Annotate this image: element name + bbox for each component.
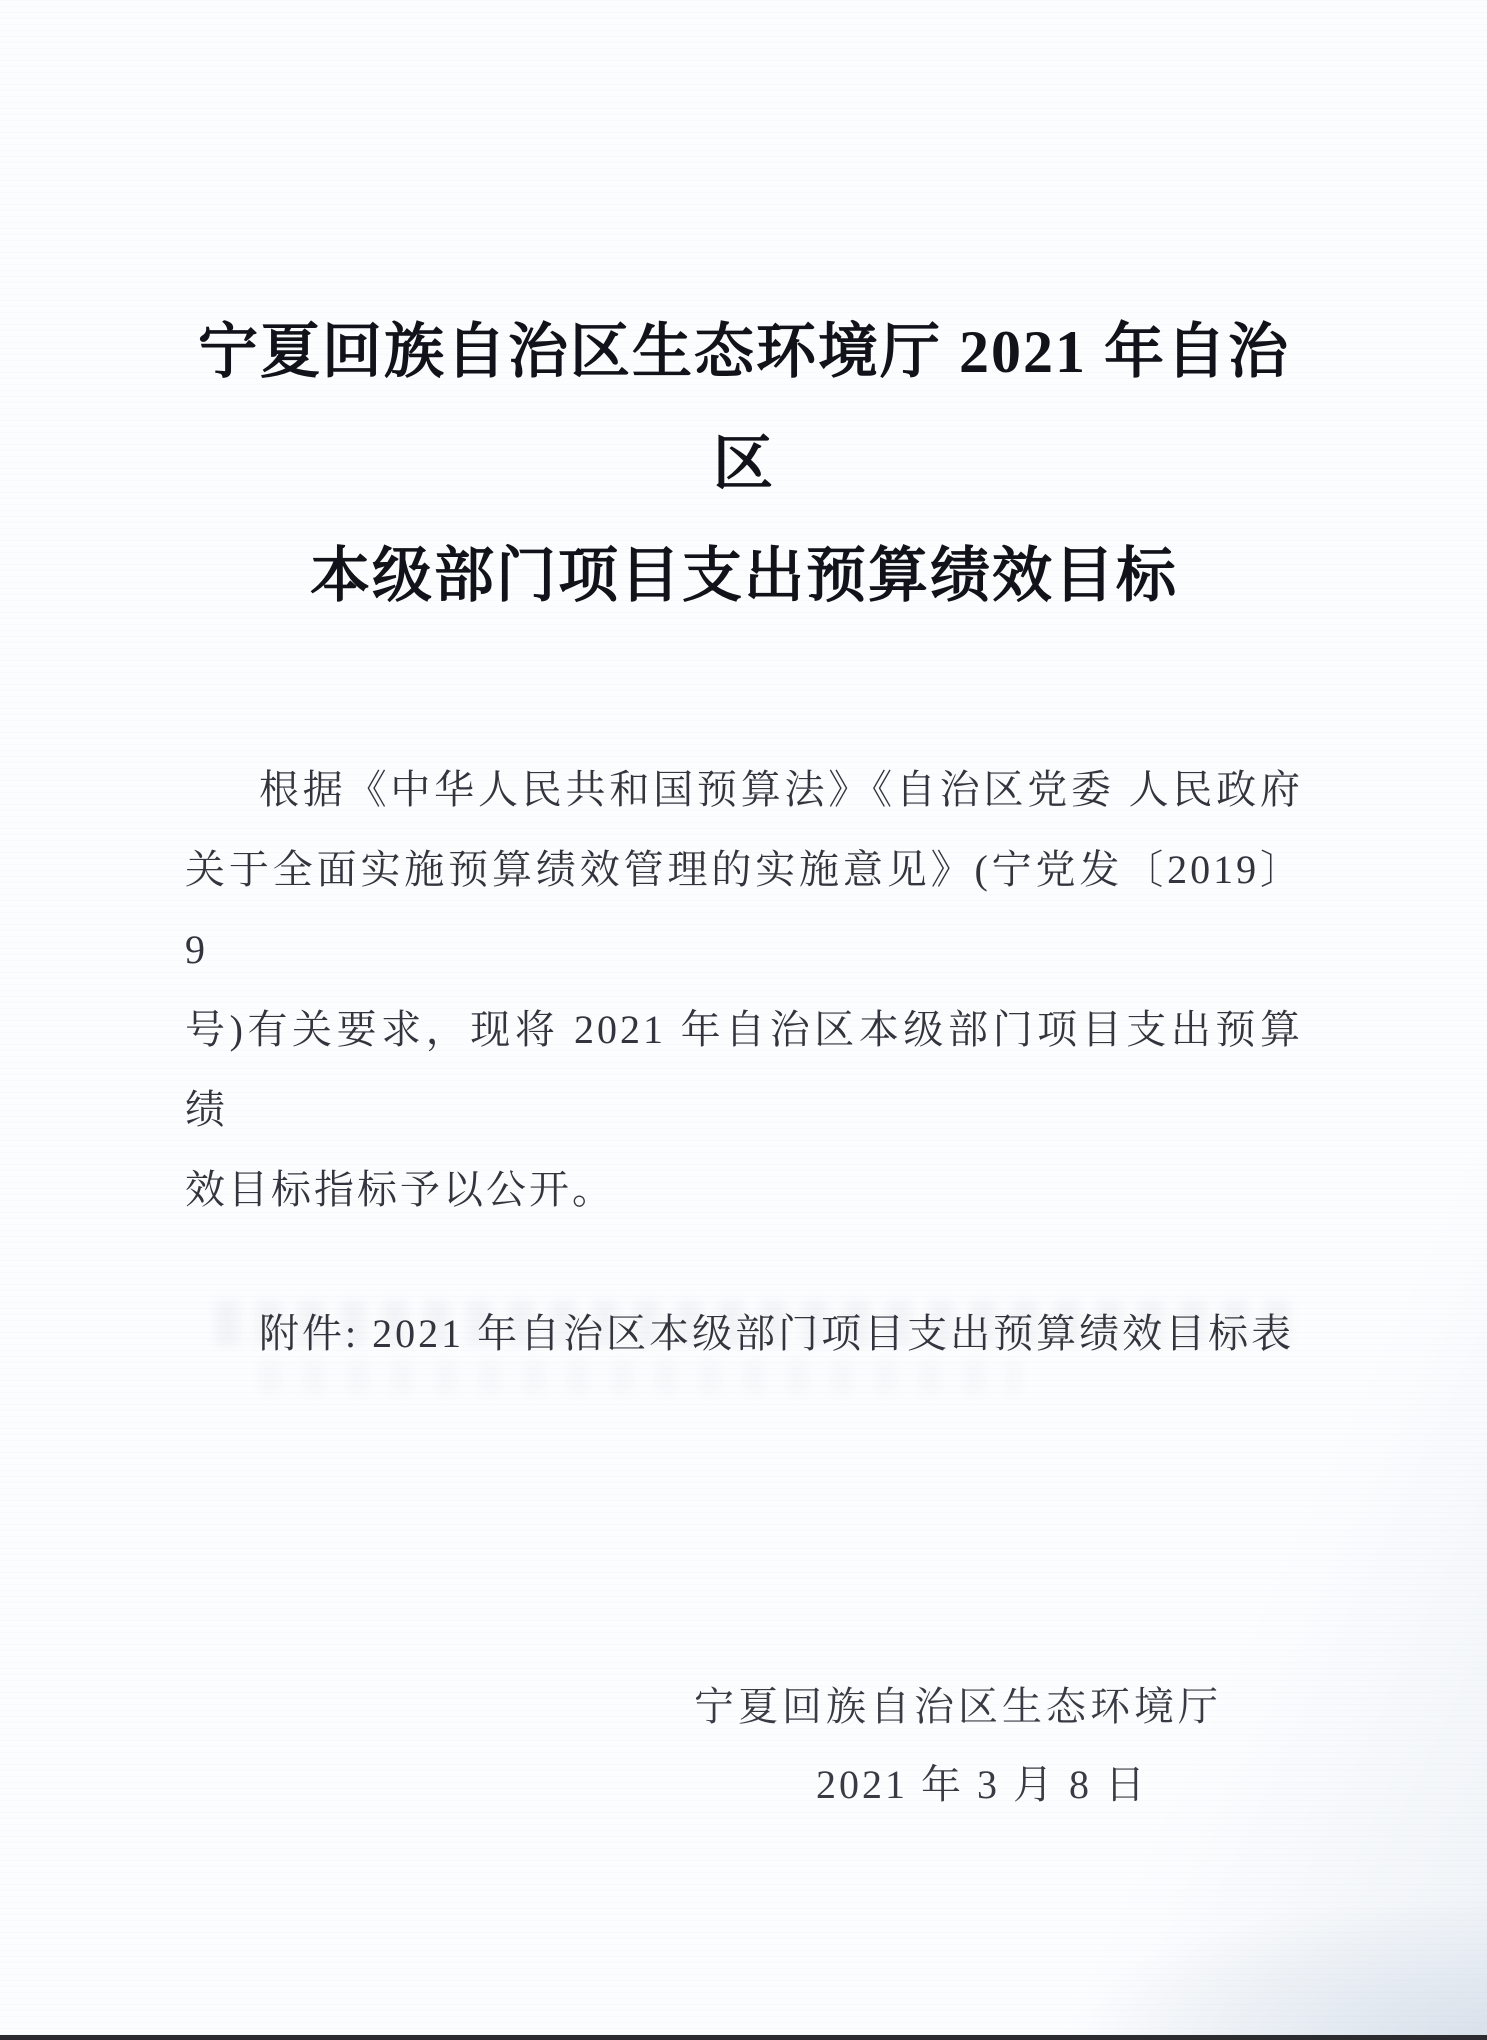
signature-block [185,1676,1303,1816]
signature-name: 宁夏回族自治区生态环境厅 [694,1684,1222,1729]
scanner-edge-line [0,2035,1487,2040]
body-paragraph [185,750,1303,1230]
paragraph-line: 效目标指标予以公开。 [185,1167,615,1212]
paragraph-line: 号)有关要求，现将 2021 年自治区本级部门项目支出预算绩 [185,1007,1303,1132]
title-line-2: 本级部门项目支出预算绩效目标 [310,543,1178,609]
title-line-1: 宁夏回族自治区生态环境厅 2021 年自治区 [198,319,1290,497]
signature-date: 2021 年 3 月 8 日 [816,1762,1148,1807]
attachment-line: 附件: 2021 年自治区本级部门项目支出预算绩效目标表 [259,1311,1295,1356]
paragraph-line: 关于全面实施预算绩效管理的实施意见》(宁党发〔2019〕9 [185,847,1303,972]
paragraph-line: 根据《中华人民共和国预算法》《自治区党委 人民政府 [259,767,1303,812]
scanner-corner-shade [1067,1895,1487,2035]
document-title [185,296,1303,632]
